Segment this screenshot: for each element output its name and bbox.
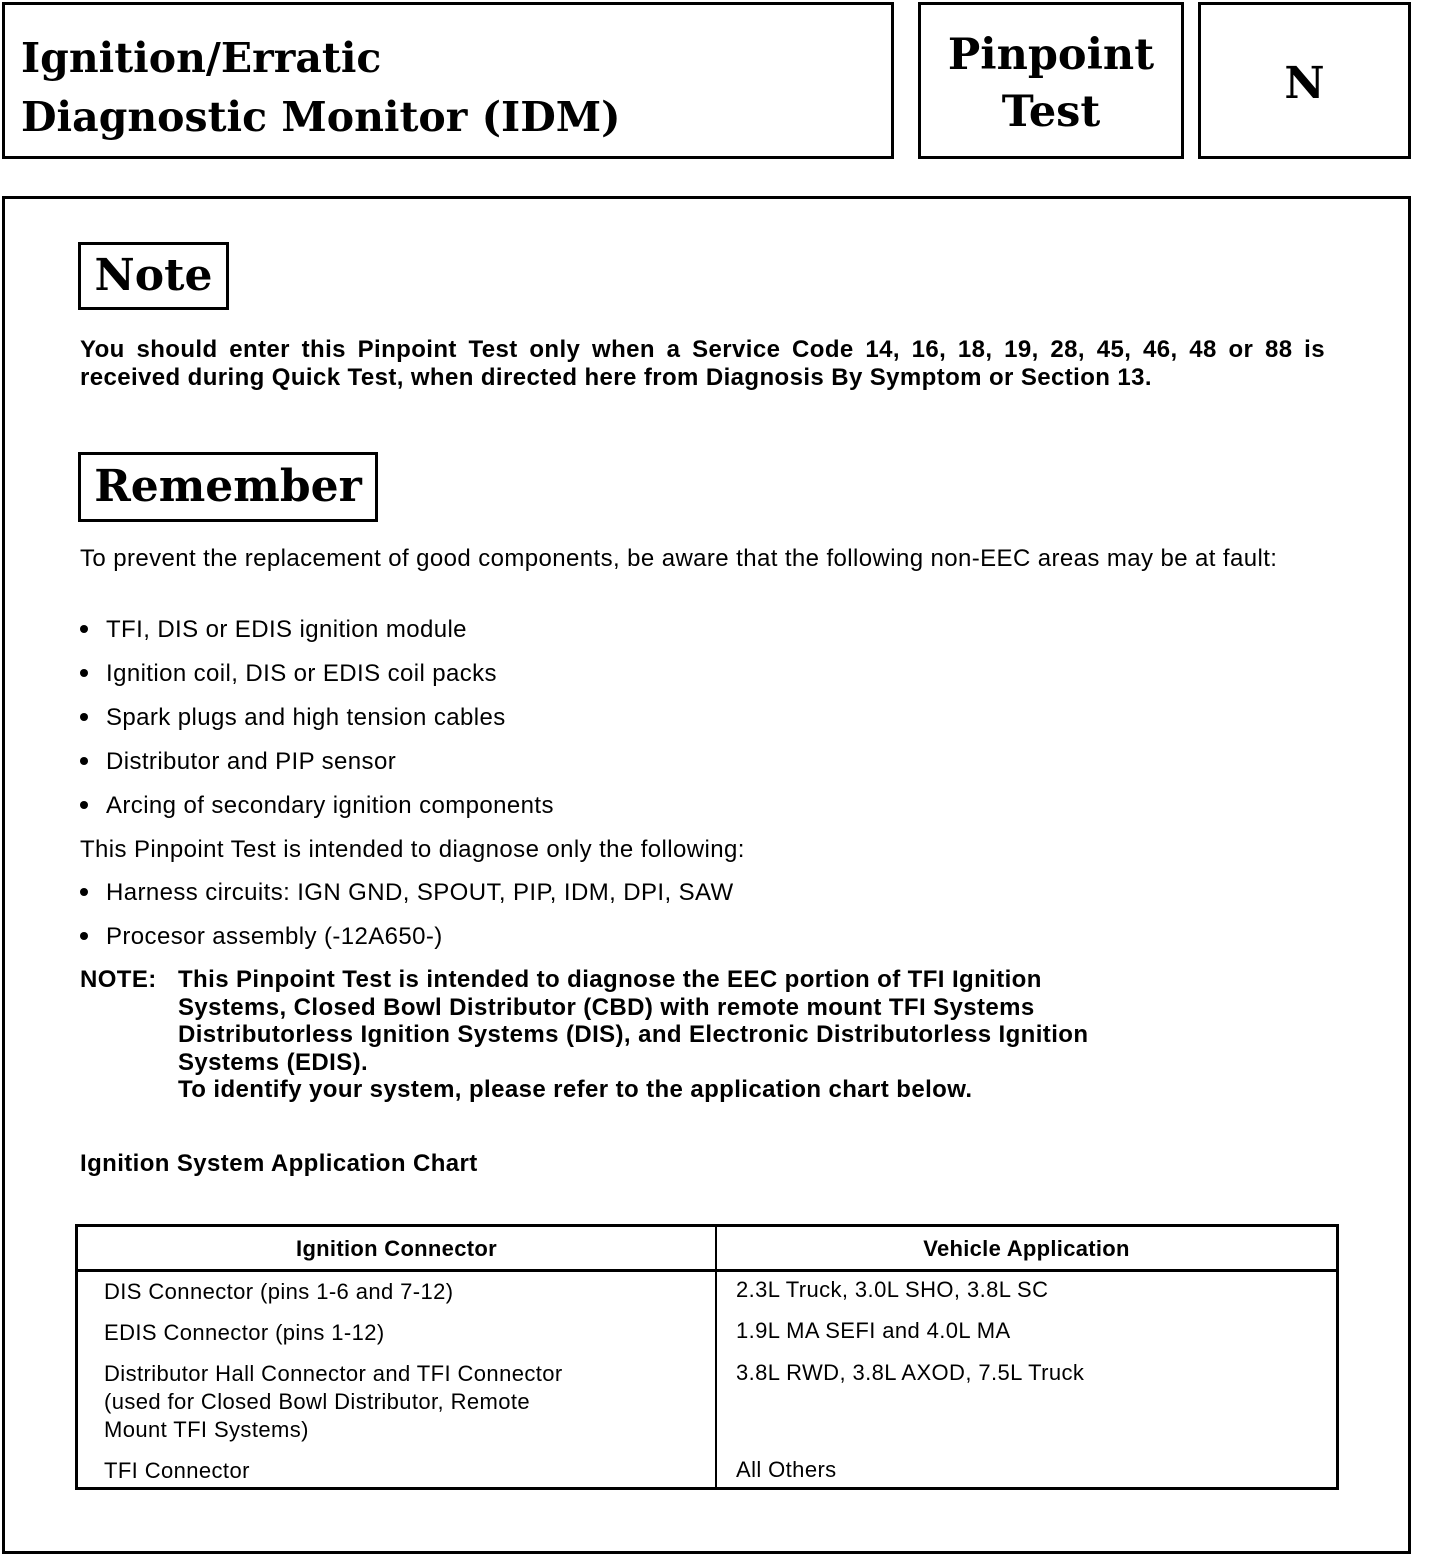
section-label-line1: Pinpoint — [947, 30, 1155, 80]
note-label: NOTE: — [80, 966, 157, 993]
list-item-text: Arcing of secondary ignition components — [106, 792, 554, 819]
note-heading: Note — [78, 242, 229, 310]
section-label-line2: Test — [1001, 87, 1101, 137]
bullet-icon — [80, 713, 88, 721]
bullet-icon — [80, 801, 88, 809]
section-label-box — [918, 2, 1184, 159]
test-letter: N — [1284, 58, 1325, 109]
page-title-line2: Diagnostic Monitor (IDM) — [21, 93, 621, 141]
note-line: Systems, Closed Bowl Distributor (CBD) with remote mount TFI Systems — [178, 993, 1035, 1021]
bullet-icon — [80, 669, 88, 677]
bullet-icon — [80, 932, 88, 940]
table-cell-connector: TFI Connector — [104, 1458, 250, 1483]
list-item — [80, 616, 467, 644]
bullet-icon — [80, 757, 88, 765]
list-item — [80, 704, 506, 732]
list-item — [80, 879, 734, 907]
note-line: This Pinpoint Test is intended to diagnose the EEC portion of TFI Ignition — [178, 966, 1042, 993]
list-item-text: Ignition coil, DIS or EDIS coil packs — [106, 660, 497, 687]
list-item-text: Procesor assembly (-12A650-) — [106, 923, 443, 950]
title-box — [2, 2, 894, 159]
note-line: Systems (EDIS). — [178, 1048, 369, 1076]
table-cell-connector: Distributor Hall Connector and TFI Connector — [104, 1361, 563, 1386]
list-item — [80, 792, 554, 820]
table-cell-connector: DIS Connector (pins 1-6 and 7-12) — [104, 1279, 454, 1304]
table-cell-connector: Mount TFI Systems) — [104, 1417, 309, 1442]
table-cell-connector: (used for Closed Bowl Distributor, Remote — [104, 1389, 531, 1414]
table-cell-connector: EDIS Connector (pins 1-12) — [104, 1320, 385, 1345]
list-item — [80, 660, 497, 688]
column-header-vehicle: Vehicle Application — [923, 1236, 1130, 1261]
bullet-icon — [80, 888, 88, 896]
table-cell-vehicle: 2.3L Truck, 3.0L SHO, 3.8L SC — [736, 1277, 1049, 1302]
chart-title: Ignition System Application Chart — [80, 1150, 478, 1177]
list-item-text: Harness circuits: IGN GND, SPOUT, PIP, IDM, DPI, SAW — [106, 879, 734, 906]
column-header-connector: Ignition Connector — [296, 1236, 497, 1261]
bullet-icon — [80, 625, 88, 633]
list-item-text: Spark plugs and high tension cables — [106, 704, 506, 731]
table-cell-vehicle: All Others — [736, 1457, 837, 1482]
test-letter-box — [1198, 2, 1411, 159]
list-item — [80, 748, 396, 776]
list-item — [80, 923, 443, 951]
application-table — [75, 1224, 1339, 1490]
list-item-text: Distributor and PIP sensor — [106, 748, 397, 775]
table-cell-vehicle: 3.8L RWD, 3.8L AXOD, 7.5L Truck — [736, 1360, 1085, 1385]
note-text: You should enter this Pinpoint Test only when a Service Code 14, 16, 18, 19, 28, 45, 46, 48 or 88 is received during Quick Test, when directed here from Diagnosis By Symptom or Section 13. — [80, 336, 1325, 391]
list-item-text: TFI, DIS or EDIS ignition module — [106, 616, 467, 643]
table-cell-vehicle: 1.9L MA SEFI and 4.0L MA — [736, 1318, 1011, 1343]
note-line: Distributorless Ignition Systems (DIS), and Electronic Distributorless Ignition — [178, 1021, 1089, 1048]
remember-intro: To prevent the replacement of good components, be aware that the following non-EEC areas may be at fault: — [80, 545, 1278, 572]
page-title-line1: Ignition/Erratic — [21, 34, 382, 82]
remember-heading: Remember — [78, 452, 378, 522]
note-line: To identify your system, please refer to the application chart below. — [178, 1076, 973, 1103]
scope-intro: This Pinpoint Test is intended to diagnose only the following: — [80, 836, 745, 863]
